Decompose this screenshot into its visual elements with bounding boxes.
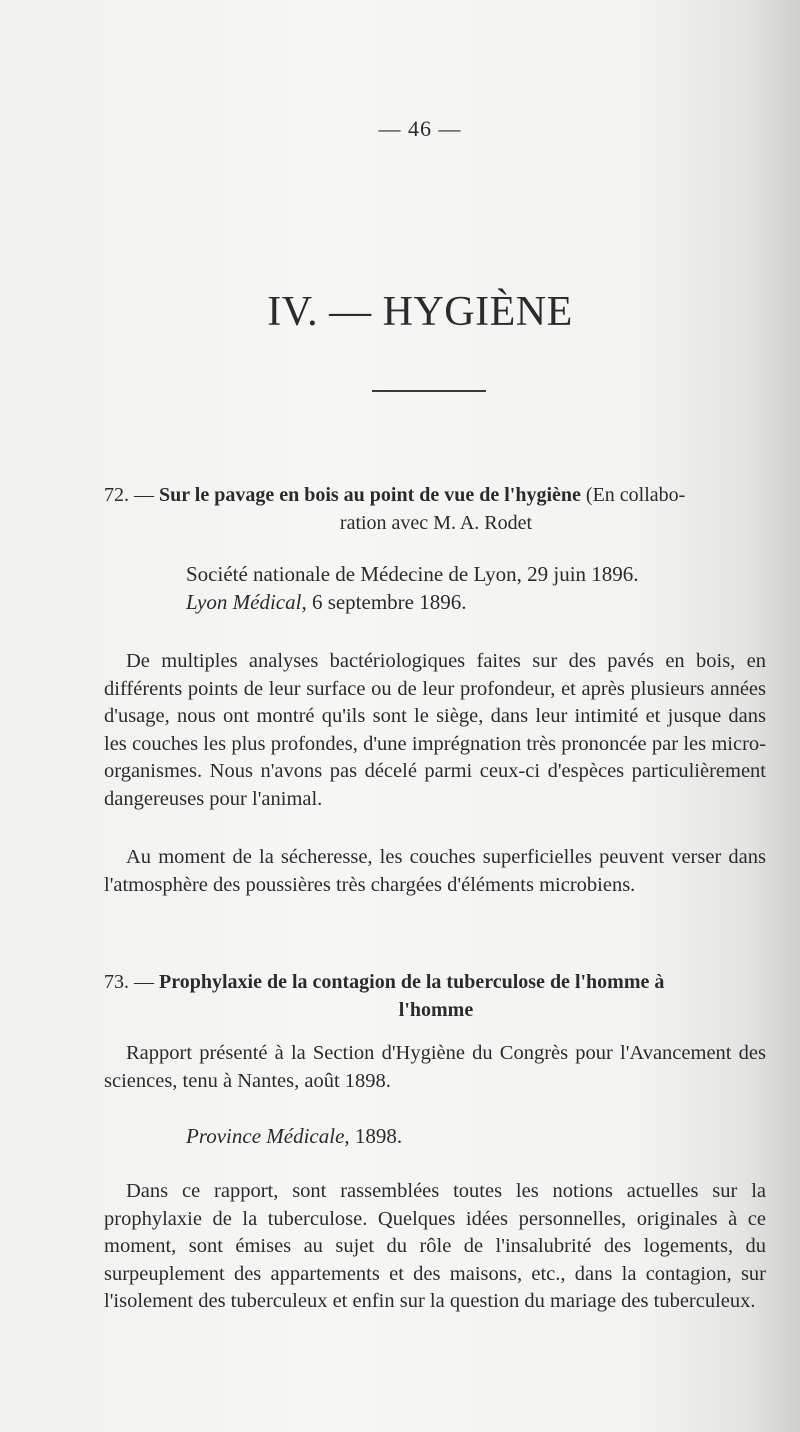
entry-72-dash: — <box>129 484 159 506</box>
entry-73-dash: — <box>129 971 159 993</box>
page-number: — 46 — <box>378 116 462 141</box>
entry-73-report: Rapport présenté à la Section d'Hygiène du Congrès pour l'Avancement des sciences, tenu à Nantes, août 1898. <box>104 1042 766 1092</box>
section-title: IV. — HYGIÈNE <box>267 289 573 335</box>
entry-72-title-continuation: ration avec M. A. Rodet <box>339 512 533 534</box>
entry-73-title-continuation: l'homme <box>398 999 474 1021</box>
entry-73-source-journal: Province Médicale <box>186 1124 345 1148</box>
entry-73-number: 73. <box>104 971 129 993</box>
entry-72-title: Sur le pavage en bois au point de vue de l'hygiène <box>159 484 581 506</box>
entry-73-paragraph-1: Dans ce rapport, sont rassemblées toutes les notions actuelles sur la prophylaxie de la tuberculose. Quelques idées personnelles, originales à ce moment, sont émises au sujet du rôle de l'insalubrité des logements, du surpeuplement des appartements et des maisons, etc., dans la contagion, sur l'isolement des tuberculeux et enfin sur la question du mariage des tuberculeux. <box>104 1180 766 1312</box>
entry-72-sources <box>186 560 639 616</box>
entry-72-paragraph-2: Au moment de la sécheresse, les couches superficielles peuvent verser dans l'atmosphère des poussières très chargées d'éléments microbiens. <box>104 846 766 896</box>
title-rule <box>372 390 486 392</box>
entry-73-title: Prophylaxie de la contagion de la tuberculose de l'homme à <box>159 971 665 993</box>
entry-72-heading <box>104 481 768 537</box>
entry-73-source-year: , 1898. <box>344 1124 403 1148</box>
entry-72-source-2-journal: Lyon Médical <box>186 590 302 614</box>
entry-72-title-extra: (En collabo- <box>580 484 686 506</box>
entry-72-source-2-date: , 6 septembre 1896. <box>301 590 467 614</box>
entry-72-source-1: Société nationale de Médecine de Lyon, 29 juin 1896. <box>186 562 639 586</box>
entry-73-source <box>186 1122 402 1150</box>
entry-72-paragraph-1: De multiples analyses bactériologiques faites sur des pavés en bois, en différents points de leur surface ou de leur profondeur, et après plusieurs années d'usage, nous ont montré qu'ils sont le siège, dans leur intimité et jusque dans les couches les plus profondes, d'une imprégnation très prononcée par les micro-organismes. Nous n'avons pas décelé parmi ceux-ci d'espèces particulièrement dangereuses pour l'animal. <box>104 650 766 810</box>
entry-72-number: 72. <box>104 484 129 506</box>
entry-73-heading <box>104 968 768 1024</box>
entry-72-source-2 <box>186 588 639 616</box>
